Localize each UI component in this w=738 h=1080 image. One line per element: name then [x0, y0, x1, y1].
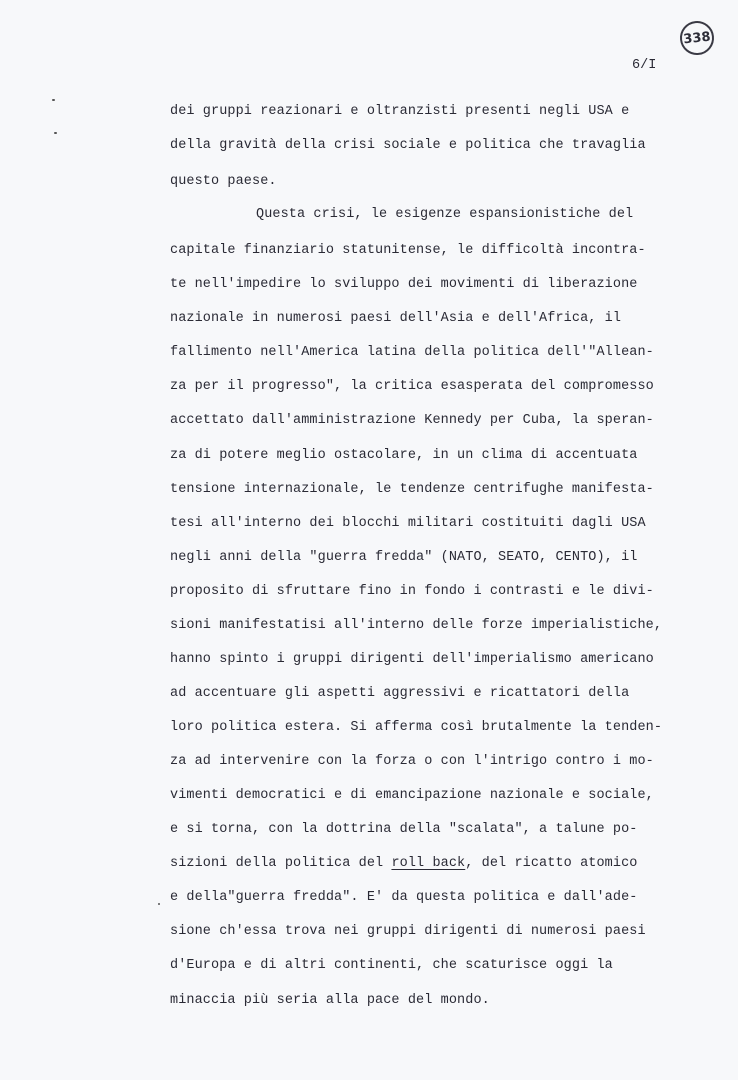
- text-line: nazionale in numerosi paesi dell'Asia e dell'Africa, il: [170, 311, 622, 326]
- text-line: d'Europa e di altri continenti, che scaturisce oggi la: [170, 958, 613, 973]
- text-line: hanno spinto i gruppi dirigenti dell'imperialismo americano: [170, 652, 654, 667]
- text-line: te nell'impedire lo sviluppo dei movimenti di liberazione: [170, 277, 638, 292]
- archive-stamp: 338: [678, 19, 715, 56]
- text-line: minaccia più seria alla pace del mondo.: [170, 993, 490, 1008]
- margin-mark: [52, 99, 55, 101]
- text-line: za di potere meglio ostacolare, in un clima di accentuata: [170, 448, 638, 463]
- text-line: tensione internazionale, le tendenze centrifughe manifesta-: [170, 482, 654, 497]
- text-line: za per il progresso", la critica esasperata del compromesso: [170, 379, 654, 394]
- margin-mark: [158, 903, 160, 905]
- text-line: loro politica estera. Si afferma così brutalmente la tenden-: [170, 720, 663, 735]
- underlined-phrase: roll back: [391, 856, 466, 871]
- margin-mark: [54, 132, 57, 134]
- text-line: e della"guerra fredda". E' da questa politica e dall'ade-: [170, 890, 638, 905]
- paragraph-start-line: Questa crisi, le esigenze espansionistiche del: [256, 207, 634, 222]
- text-line: za ad intervenire con la forza o con l'intrigo contro i mo-: [170, 754, 654, 769]
- text-line: [170, 856, 637, 871]
- text-line-start: sizioni della politica del: [170, 856, 392, 871]
- text-line: proposito di sfruttare fino in fondo i contrasti e le divi-: [170, 584, 654, 599]
- page-number: 6/I: [632, 58, 657, 73]
- text-line: questo paese.: [170, 174, 277, 189]
- text-line: della gravità della crisi sociale e politica che travaglia: [170, 138, 646, 153]
- text-line: vimenti democratici e di emancipazione nazionale e sociale,: [170, 788, 654, 803]
- text-line: tesi all'interno dei blocchi militari costituiti dagli USA: [170, 516, 646, 531]
- text-line: ad accentuare gli aspetti aggressivi e ricattatori della: [170, 686, 630, 701]
- text-line: fallimento nell'America latina della politica dell'"Allean-: [170, 345, 654, 360]
- text-line: sioni manifestatisi all'interno delle forze imperialistiche,: [170, 618, 663, 633]
- text-line: capitale finanziario statunitense, le difficoltà incontra-: [170, 243, 646, 258]
- text-line: e si torna, con la dottrina della "scalata", a talune po-: [170, 822, 638, 837]
- text-line: accettato dall'amministrazione Kennedy per Cuba, la speran-: [170, 413, 654, 428]
- text-line-end: , del ricatto atomico: [465, 856, 638, 871]
- text-line: negli anni della "guerra fredda" (NATO, SEATO, CENTO), il: [170, 550, 638, 565]
- text-line: sione ch'essa trova nei gruppi dirigenti di numerosi paesi: [170, 924, 646, 939]
- text-line: dei gruppi reazionari e oltranzisti presenti negli USA e: [170, 104, 630, 119]
